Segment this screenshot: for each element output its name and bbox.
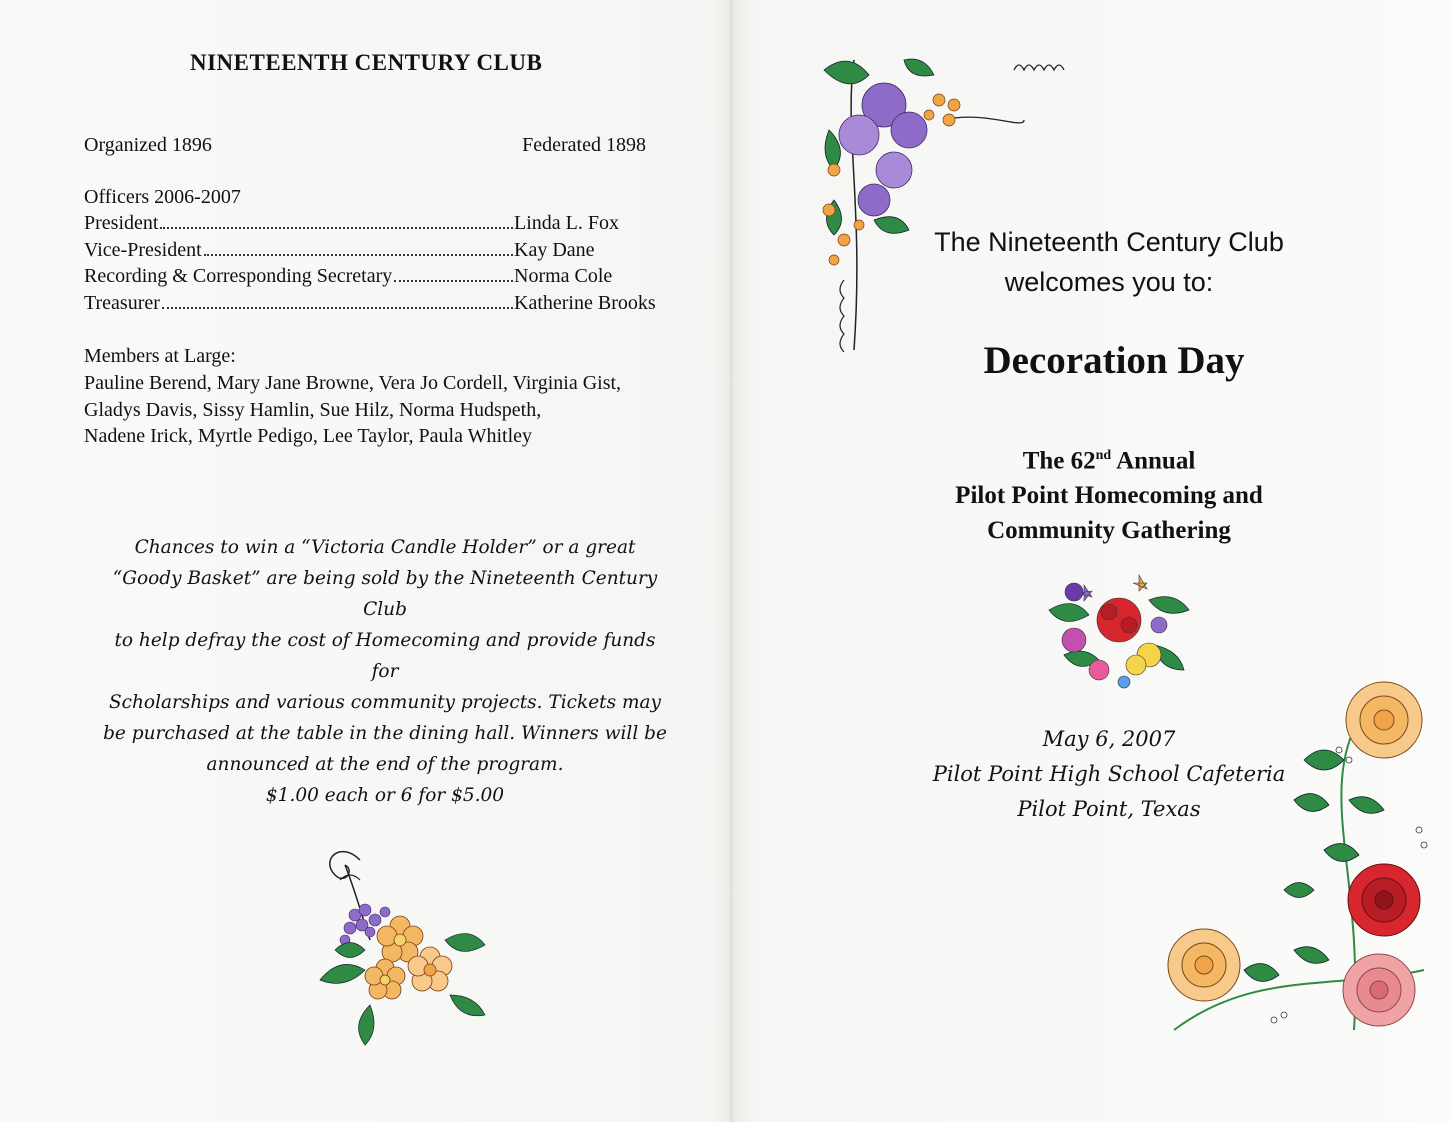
raffle-line: to help defray the cost of Homecoming and provide funds for [114,630,656,682]
event-title: Decoration Day [983,339,1245,382]
flower-bouquet-illustration [300,830,500,1050]
raffle-line: announced at the end of the program. [206,754,564,775]
welcome-message [894,222,1324,302]
annual-line [874,438,1344,478]
welcome-line: welcomes you to: [1004,267,1214,297]
raffle-line: Chances to win a “Victoria Candle Holder” or a great [134,537,636,558]
members-line: Nadene Irick, Myrtle Pedigo, Lee Taylor, Paula Whitley [84,425,533,447]
club-title: NINETEENTH CENTURY CLUB [190,50,543,75]
annual-line: Community Gathering [987,517,1231,545]
vine-corner-illustration [814,50,1094,370]
raffle-line: Scholarships and various community projects. Tickets may [108,692,662,713]
raffle-price: $1.00 each or 6 for $5.00 [265,785,505,806]
officer-row-treasurer [84,292,684,319]
officer-name: Katherine Brooks [514,291,656,314]
raffle-line: be purchased at the table in the dining hall. Winners will be [103,723,667,744]
officer-name: Norma Cole [514,265,613,287]
organized-text: Organized 1896 [84,134,212,156]
officer-row-vice-president [84,239,684,266]
dot-leader [160,227,513,229]
members-line: Pauline Berend, Mary Jane Browne, Vera Jo Cordell, Virginia Gist, [84,372,622,394]
members-heading: Members at Large: [84,345,236,367]
right-panel [734,0,1452,1122]
federated-text: Federated 1898 [522,134,646,156]
officers-list [84,212,684,318]
annual-word: Annual [1111,447,1196,475]
officers-heading: Officers 2006-2007 [84,186,241,208]
officer-role: Recording & Corresponding Secretary [84,265,393,287]
raffle-notice [100,532,670,811]
event-date: May 6, 2007 [1042,727,1176,751]
members-list [84,370,684,450]
dot-leader [204,254,513,256]
officer-role: President [84,212,159,234]
event-venue: Pilot Point High School Cafeteria [932,762,1286,786]
annual-line: Pilot Point Homecoming and [955,482,1263,510]
annual-event-heading [874,438,1344,548]
officer-row-president [84,212,684,239]
members-line: Gladys Davis, Sissy Hamlin, Sue Hilz, Norma Hudspeth, [84,398,542,421]
officer-row-secretary [84,265,684,292]
officer-role: Vice-President [84,238,202,261]
event-location: Pilot Point, Texas [1017,797,1201,821]
officer-name: Kay Dane [514,238,595,261]
rose-vine-illustration [1134,670,1444,1050]
officer-role: Treasurer [84,291,160,314]
dot-leader [394,280,513,282]
ordinal-suffix: nd [1095,448,1112,463]
raffle-line: “Goody Basket” are being sold by the Nineteenth Century Club [112,568,658,620]
officer-name: Linda L. Fox [514,212,619,234]
annual-prefix: The 62 [1022,447,1096,475]
dot-leader [162,307,513,309]
welcome-line: The Nineteenth Century Club [934,227,1284,257]
